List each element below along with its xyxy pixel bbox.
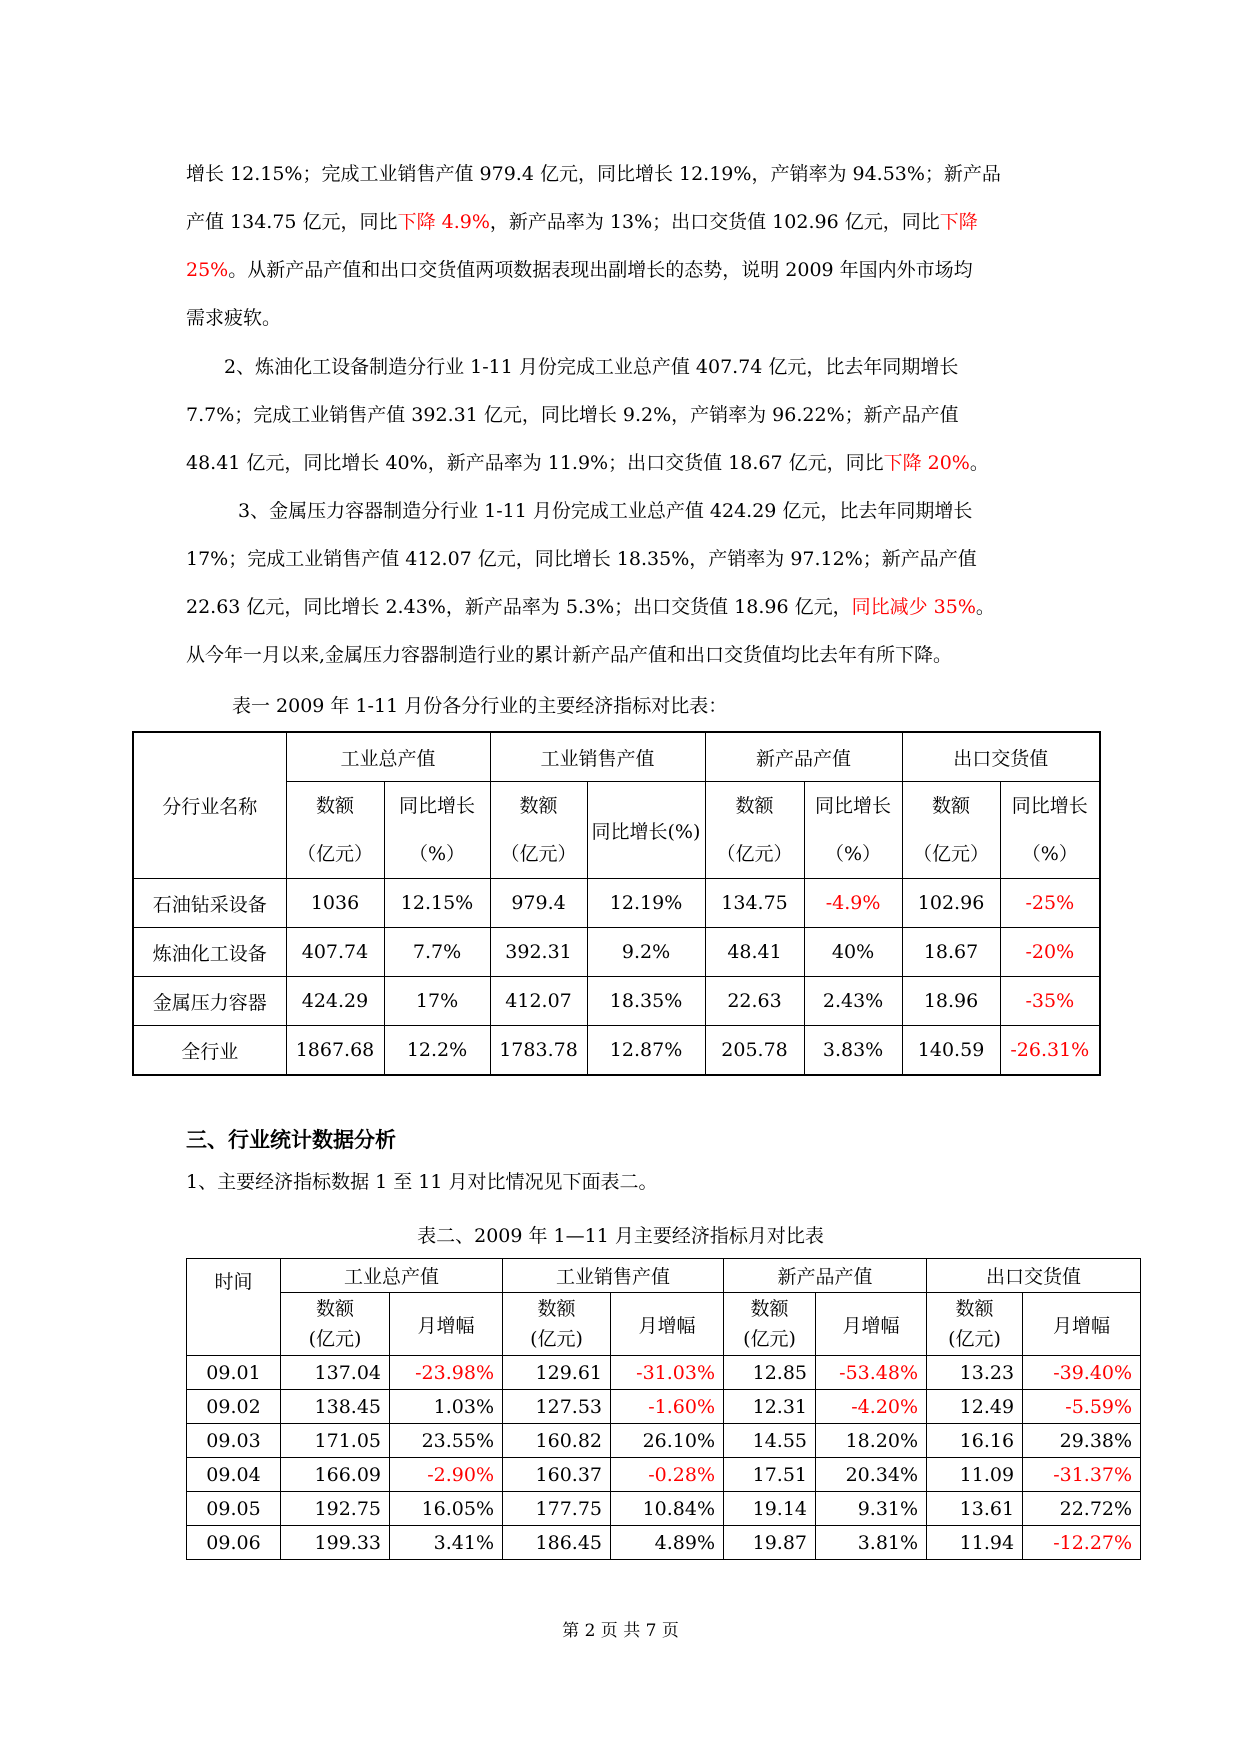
cell: -31.03% [611,1356,724,1390]
row-name: 石油钻采设备 [133,879,286,928]
table-row-total [133,1026,1100,1076]
cell: 7.7% [384,928,490,977]
cell: 1036 [286,879,384,928]
cell: 140.59 [902,1026,1000,1076]
cell: 26.10% [611,1424,724,1458]
text-line: 22.63 亿元，同比增长 2.43%，新产品率为 5.3%；出口交货值 18.96 亿元，同比减少 35%。 [186,596,995,618]
sub-header: 同比增长(%) [587,782,705,879]
text-line: 7.7%；完成工业销售产值 392.31 亿元，同比增长 9.2%，产销率为 96.22%；新产品产值 [186,404,959,426]
cell: 18.20% [816,1424,927,1458]
cell: 186.45 [503,1526,611,1560]
cell: 23.55% [390,1424,503,1458]
cell: 19.14 [724,1492,816,1526]
cell: 14.55 [724,1424,816,1458]
cell: 1867.68 [286,1026,384,1076]
cell: 11.94 [927,1526,1023,1560]
section-intro: 1、主要经济指标数据 1 至 11 月对比情况见下面表二。 [186,1171,658,1193]
table-row [133,928,1100,977]
cell: 127.53 [503,1390,611,1424]
row-name: 全行业 [133,1026,286,1076]
paragraph-refining-chemical [186,343,1066,487]
sub-header: 数额 （亿元） [490,782,587,879]
sub-header: 数额 (亿元) [281,1293,390,1356]
cell: 138.45 [281,1390,390,1424]
cell: 205.78 [705,1026,804,1076]
cell: 18.35% [587,977,705,1026]
cell: 134.75 [705,879,804,928]
sub-header: 月增幅 [1023,1293,1141,1356]
table-row [187,1356,1141,1390]
group-header: 出口交货值 [902,732,1100,782]
cell: 407.74 [286,928,384,977]
cell: -39.40% [1023,1356,1141,1390]
cell: 11.09 [927,1458,1023,1492]
table-row [187,1492,1141,1526]
cell: -12.27% [1023,1526,1141,1560]
cell: 22.63 [705,977,804,1026]
group-header: 新产品产值 [705,732,902,782]
text-line: 17%；完成工业销售产值 412.07 亿元，同比增长 18.35%，产销率为 97.12%；新产品产值 [186,548,977,570]
cell: 9.2% [587,928,705,977]
sub-header: 数额 (亿元) [724,1293,816,1356]
table-row [133,977,1100,1026]
time-cell: 09.04 [187,1458,281,1492]
table-sub-industry-comparison [132,731,1101,1076]
table-row [133,879,1100,928]
sub-header: 同比增长 （%） [384,782,490,879]
section-heading: 三、行业统计数据分析 [186,1128,396,1152]
cell: -5.59% [1023,1390,1141,1424]
table-row [187,1526,1141,1560]
cell: 19.87 [724,1526,816,1560]
text-line: 3、金属压力容器制造分行业 1-11 月份完成工业总产值 424.29 亿元，比去年同期增长 [238,500,973,522]
cell: -20% [1000,928,1100,977]
cell: 160.37 [503,1458,611,1492]
cell: 12.87% [587,1026,705,1076]
cell: 12.85 [724,1356,816,1390]
group-header: 工业总产值 [281,1259,503,1293]
group-header: 工业总产值 [286,732,490,782]
sub-header: 数额 （亿元） [286,782,384,879]
cell: 17% [384,977,490,1026]
cell: 18.96 [902,977,1000,1026]
cell: 13.23 [927,1356,1023,1390]
table-monthly-comparison [186,1258,1141,1560]
group-header: 出口交货值 [927,1259,1141,1293]
cell: -53.48% [816,1356,927,1390]
cell: -2.90% [390,1458,503,1492]
sub-header: 同比增长 （%） [1000,782,1100,879]
cell: 13.61 [927,1492,1023,1526]
cell: 4.89% [611,1526,724,1560]
cell: 22.72% [1023,1492,1141,1526]
cell: 102.96 [902,879,1000,928]
cell: 12.15% [384,879,490,928]
time-cell: 09.05 [187,1492,281,1526]
cell: -23.98% [390,1356,503,1390]
cell: -35% [1000,977,1100,1026]
cell: 2.43% [804,977,902,1026]
cell: 16.05% [390,1492,503,1526]
cell: 17.51 [724,1458,816,1492]
cell: 199.33 [281,1526,390,1560]
time-cell: 09.01 [187,1356,281,1390]
cell: 12.19% [587,879,705,928]
cell: 392.31 [490,928,587,977]
row-name: 炼油化工设备 [133,928,286,977]
row-name: 金属压力容器 [133,977,286,1026]
time-cell: 09.03 [187,1424,281,1458]
table-row [187,1458,1141,1492]
sub-header: 月增幅 [390,1293,503,1356]
cell: 3.83% [804,1026,902,1076]
cell: 12.2% [384,1026,490,1076]
paragraph-pressure-vessel [186,487,1066,679]
cell: -25% [1000,879,1100,928]
sub-header: 数额 (亿元) [503,1293,611,1356]
time-cell: 09.06 [187,1526,281,1560]
cell: 137.04 [281,1356,390,1390]
cell: 166.09 [281,1458,390,1492]
cell: 1783.78 [490,1026,587,1076]
text-line: 48.41 亿元，同比增长 40%，新产品率为 11.9%；出口交货值 18.67 亿元，同比下降 20%。 [186,452,989,474]
cell: 10.84% [611,1492,724,1526]
group-header: 工业销售产值 [490,732,705,782]
text-line: 产值 134.75 亿元，同比下降 4.9%，新产品率为 13%；出口交货值 102.96 亿元，同比下降 [186,211,978,233]
cell: 3.81% [816,1526,927,1560]
page-footer: 第 2 页 共 7 页 [562,1621,679,1641]
cell: -1.60% [611,1390,724,1424]
cell: 412.07 [490,977,587,1026]
cell: 3.41% [390,1526,503,1560]
cell: 192.75 [281,1492,390,1526]
cell: 177.75 [503,1492,611,1526]
cell: 171.05 [281,1424,390,1458]
cell: 1.03% [390,1390,503,1424]
row-header-cell: 分行业名称 [133,732,286,879]
cell: 29.38% [1023,1424,1141,1458]
cell: 18.67 [902,928,1000,977]
cell: 12.49 [927,1390,1023,1424]
cell: 20.34% [816,1458,927,1492]
sub-header: 数额 (亿元) [927,1293,1023,1356]
sub-header: 月增幅 [816,1293,927,1356]
group-header: 工业销售产值 [503,1259,724,1293]
text-line: 增长 12.15%；完成工业销售产值 979.4 亿元，同比增长 12.19%，产销率为 94.53%；新产品 [186,163,1001,185]
text-line: 从今年一月以来,金属压力容器制造行业的累计新产品产值和出口交货值均比去年有所下降。 [186,644,953,666]
cell: -0.28% [611,1458,724,1492]
cell: 424.29 [286,977,384,1026]
cell: -31.37% [1023,1458,1141,1492]
time-header: 时间 [187,1259,281,1356]
sub-header: 同比增长 （%） [804,782,902,879]
cell: 40% [804,928,902,977]
text-line: 2、炼油化工设备制造分行业 1-11 月份完成工业总产值 407.74 亿元，比去年同期增长 [224,356,959,378]
cell: 9.31% [816,1492,927,1526]
cell: -4.9% [804,879,902,928]
table1-caption: 表一 2009 年 1-11 月份各分行业的主要经济指标对比表： [232,695,728,717]
table2-caption: 表二、2009 年 1—11 月主要经济指标月对比表 [417,1225,824,1247]
paragraph-petroleum-drilling [186,150,1066,342]
cell: 12.31 [724,1390,816,1424]
cell: 16.16 [927,1424,1023,1458]
cell: -4.20% [816,1390,927,1424]
time-cell: 09.02 [187,1390,281,1424]
cell: 160.82 [503,1424,611,1458]
text-line: 25%。从新产品产值和出口交货值两项数据表现出副增长的态势，说明 2009 年国内外市场均 [186,259,973,281]
group-header: 新产品产值 [724,1259,927,1293]
cell: -26.31% [1000,1026,1100,1076]
sub-header: 数额 （亿元） [902,782,1000,879]
table-row [187,1390,1141,1424]
cell: 979.4 [490,879,587,928]
sub-header: 月增幅 [611,1293,724,1356]
sub-header: 数额 （亿元） [705,782,804,879]
table-row [187,1424,1141,1458]
cell: 48.41 [705,928,804,977]
text-line: 需求疲软。 [186,307,282,329]
cell: 129.61 [503,1356,611,1390]
